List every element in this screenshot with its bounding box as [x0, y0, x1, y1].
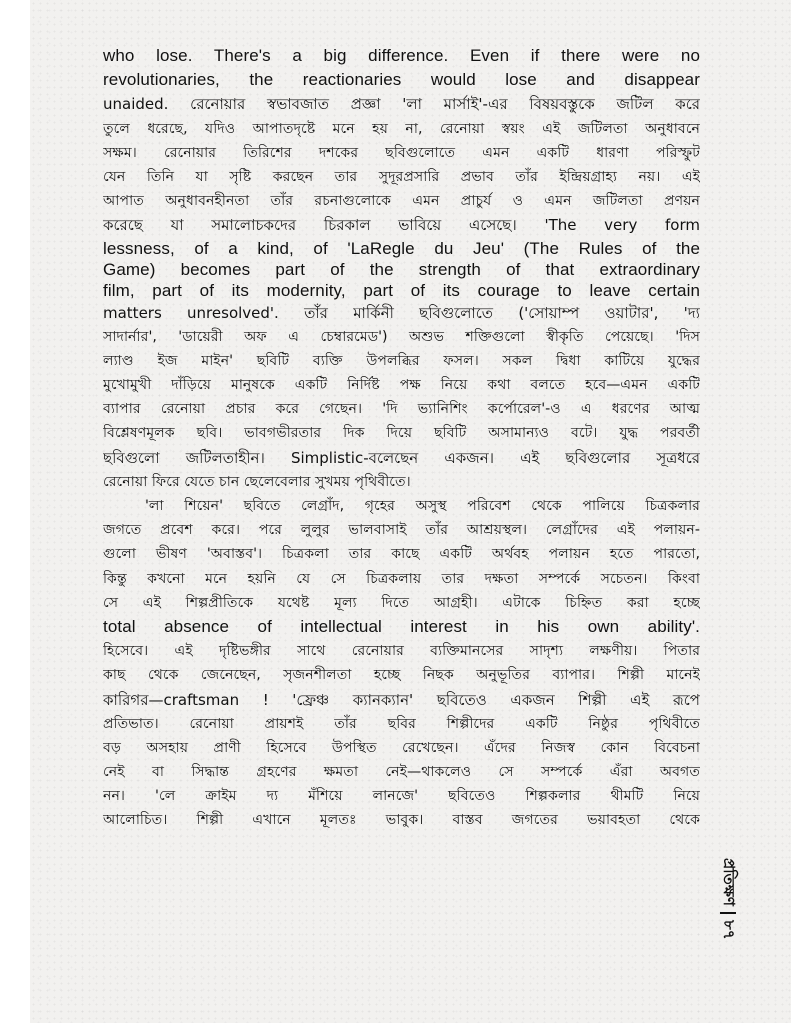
text-line: কাছ থেকে জেনেছেন, সৃজনশীলতা হচ্ছে নিছক অনুভূতির ব্যাপার। শিল্পী মানেই	[103, 667, 700, 684]
text-line: প্রতিভাত। রেনোয়া প্রায়শই তাঁর ছবির শিল্পীদের একটি নিষ্ঠুর পৃথিবীতে	[103, 715, 700, 732]
text-line: ব্যাপার রেনোয়া প্রচার করে গেছেন। 'দি ভ্যানিশিং কর্পোরেল'-ও এ ধরণের আত্ম	[103, 401, 700, 418]
text-line: Game) becomes part of the strength of that extraordinary	[103, 259, 700, 279]
page-number: ৮৭	[720, 919, 738, 940]
text-line: matters unresolved'. তাঁর মার্কিনী ছবিগুলোতে ('সোয়াম্প ওয়াটার', 'দ্য	[103, 303, 700, 322]
text-line: যেন তিনি যা সৃষ্টি করছেন তার সুদূরপ্রসারি প্রভাব তাঁর ইন্দ্রিয়গ্রাহ্য নয়। এই	[103, 168, 700, 185]
text-line: বড় অসহায় প্রাণী হিসেবে উপস্থিত রেখেছেন। এঁদের নিজস্ব কোন বিবেচনা	[103, 739, 700, 756]
text-line: সে এই শিল্পপ্রীতিকে যথেষ্ট মূল্য দিতে আগ্রহী। এটাকে চিহ্নিত করা হচ্ছে	[103, 594, 700, 611]
text-line: নেই বা সিদ্ধান্ত গ্রহণের ক্ষমতা নেই—থাকলেও সে সম্পর্কে এঁরা অবগত	[103, 764, 700, 781]
text-line: ছবিগুলো জটিলতাহীন। Simplistic-বলেছেন একজন। এই ছবিগুলোর সূত্রধরে	[103, 448, 700, 467]
text-line: গুলো ভীষণ 'অবাস্তব'। চিত্রকলা তার কাছে একটি অর্থবহ পলায়ন হতে পারতো,	[103, 546, 700, 563]
text-line: সাদার্নার', 'ডায়েরী অফ এ চেম্বারমেড') অশুভ শক্তিগুলো স্বীকৃতি পেয়েছে। 'দিস	[103, 328, 700, 345]
text-line: রেনোয়া ফিরে যেতে চান ছেলেবেলার সুখময় পৃথিবীতে।	[103, 473, 411, 490]
separator-bar	[721, 912, 737, 914]
text-line: করেছে যা সমালোচকদের চিরকাল ভাবিয়ে এসেছে। 'The very form	[103, 216, 700, 235]
text-line: কারিগর—craftsman ! 'ফ্রেঞ্চ ক্যানক্যান' ছবিতেও একজন শিল্পী এই রূপে	[103, 690, 700, 709]
paragraph-start: 'লা শিয়েন' ছবিতে লেগ্রাঁদ, গৃহের অসুস্থ পরিবেশ থেকে পালিয়ে চিত্রকলার	[145, 498, 700, 514]
text-line: who lose. There's a big difference. Even if there were no	[103, 46, 700, 65]
journal-name: প্রতিক্ষণ	[720, 858, 738, 906]
text-line: lessness, of a kind, of 'LaRegle du Jeu' (The Rules of the	[103, 238, 700, 258]
text-line: তুলে ধরেছে, যদিও আপাতদৃষ্টে মনে হয় না, রেনোয়া স্বয়ং এই জটিলতা অনুধাবনে	[103, 120, 700, 137]
text-line: আলোচিত। শিল্পী এখানে মূলতঃ ভাবুক। বাস্তব জগতের ভয়াবহতা থেকে	[103, 812, 700, 829]
text-line: বিশ্লেষণমূলক ছবি। ভাবগভীরতার দিক দিয়ে ছবিটি অসামান্যও বটে। যুদ্ধ পরবর্তী	[103, 425, 700, 442]
text-line: ল্যাণ্ড ইজ মাইন' ছবিটি ব্যক্তি উপলব্ধির ফসল। সকল দ্বিধা কাটিয়ে যুদ্ধের	[103, 352, 700, 369]
text-line: আপাত অনুধাবনহীনতা তাঁর রচনাগুলোকে এমন প্রাচুর্য ও এমন জটিলতা প্রণয়ন	[103, 193, 700, 210]
text-line: সক্ষম। রেনোয়ার তিরিশের দশকের ছবিগুলোতে এমন একটি ধারণা পরিস্ফুট	[103, 144, 700, 161]
text-line: total absence of intellectual interest in his own ability'.	[103, 616, 700, 636]
text-line: revolutionaries, the reactionaries would lose and disappear	[103, 70, 700, 90]
text-line: film, part of its modernity, part of its courage to leave certain	[103, 280, 700, 300]
text-line: জগতে প্রবেশ করে। পরে লুলুর ভালবাসাই তাঁর আশ্রয়স্থল। লেগ্রাঁদের এই পলায়ন-	[103, 522, 700, 539]
text-line: কিন্তু কখনো মনে হয়নি যে সে চিত্রকলায় তার দক্ষতা সম্পর্কে সচেতন। কিংবা	[103, 570, 700, 587]
body-text	[103, 44, 700, 833]
text-line: মুখোমুখী দাঁড়িয়ে মানুষকে একটি নির্দিষ্ট পক্ষ নিয়ে কথা বলতে হবে—এমন একটি	[103, 377, 700, 394]
text-line: হিসেবে। এই দৃষ্টিভঙ্গীর সাথে রেনোয়ার ব্যক্তিমানসের সাদৃশ্য লক্ষণীয়। পিতার	[103, 643, 700, 660]
text-line: unaided. রেনোয়ার স্বভাবজাত প্রজ্ঞা 'লা মার্সাই'-এর বিষয়বস্তুকে জটিল করে	[103, 95, 700, 114]
text-line: নন। 'লে ক্রাইম দ্য মঁশিয়ে লানজে' ছবিতেও শিল্পকলার থীমটি নিয়ে	[103, 788, 700, 805]
running-footer	[716, 858, 740, 978]
